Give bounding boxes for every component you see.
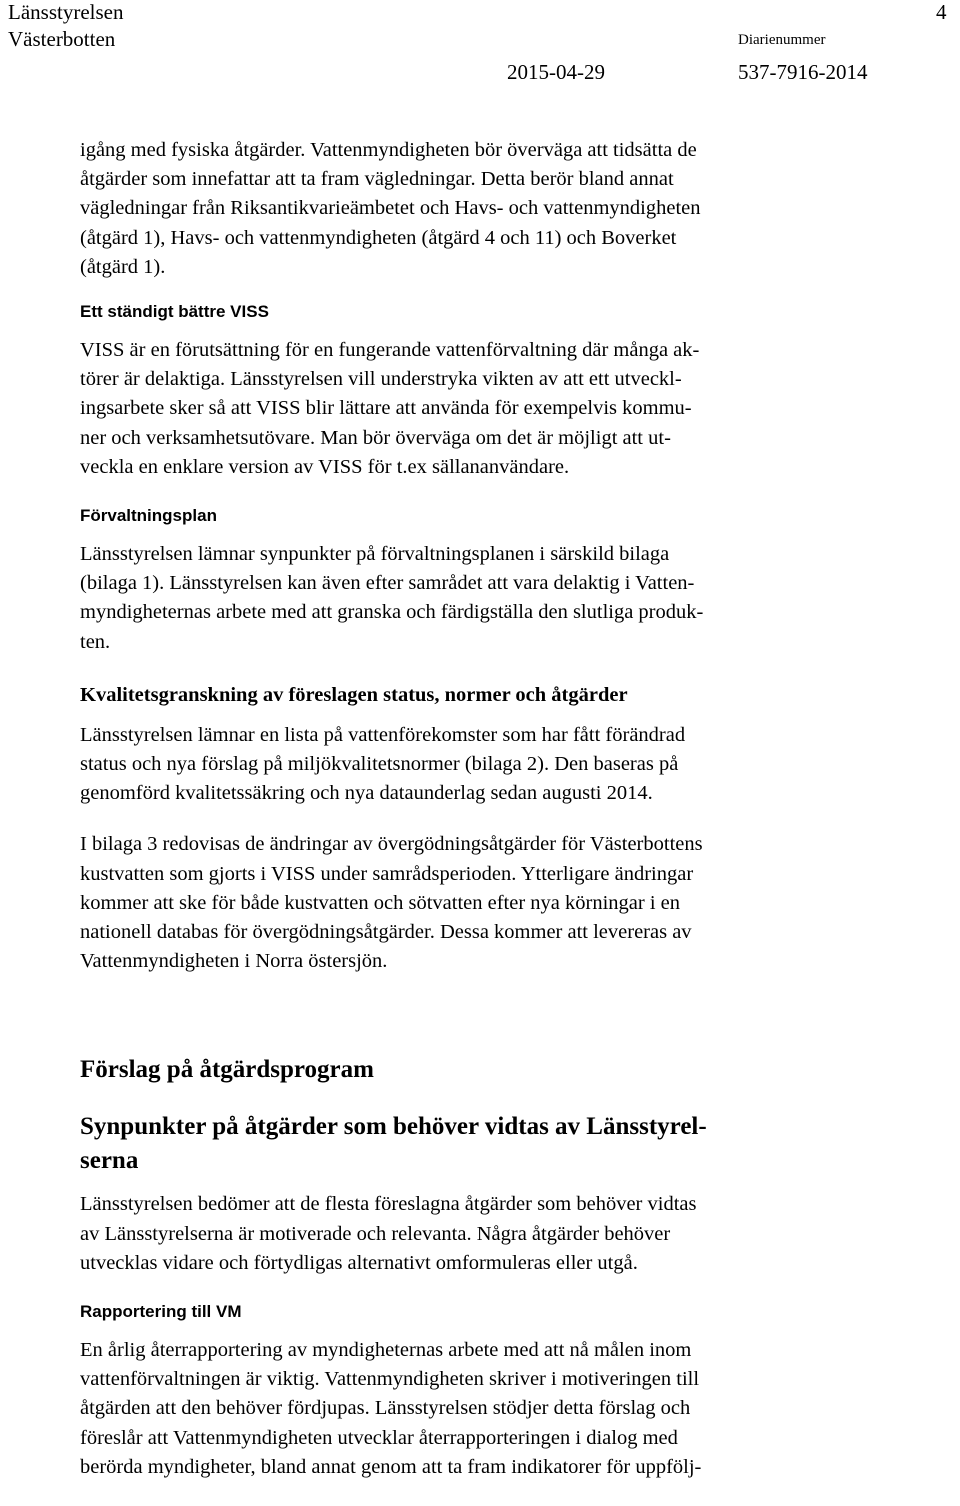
heading-line: Synpunkter på åtgärder som behöver vidtas av Länsstyrel- [80, 1113, 707, 1141]
text-line: (åtgärd 1), Havs- och vattenmyndigheten (åtgärd 4 och 11) och Boverket [80, 226, 677, 249]
text-line: åtgärden att den behöver fördjupas. Länsstyrelsen stödjer detta förslag och [80, 1397, 691, 1420]
text-line: vägledningar från Riksantikvarieämbetet och Havs- och vattenmyndigheten [80, 197, 701, 220]
synpunkter-heading [80, 1110, 880, 1178]
page-number: 4 [936, 0, 947, 24]
text-line: av Länsstyrelserna är motiverade och relevanta. Några åtgärder behöver [80, 1222, 671, 1245]
document-body [80, 136, 880, 1482]
synpunkter-paragraph [80, 1190, 880, 1278]
rapportering-heading: Rapportering till VM [80, 1302, 242, 1322]
text-line: utvecklas vidare och förtydligas alternativt omformuleras eller utgå. [80, 1251, 638, 1274]
text-line: vattenförvaltningen är viktig. Vattenmyndigheten skriver i motiveringen till [80, 1368, 700, 1391]
text-line: kommer att ske för både kustvatten och sötvatten efter nya körningar i en [80, 891, 680, 914]
header-county: Västerbotten [8, 27, 116, 51]
text-line: åtgärder som innefattar att ta fram vägledningar. Detta berör bland annat [80, 168, 674, 191]
text-line: föreslår att Vattenmyndigheten utvecklar återrapporteringen i dialog med [80, 1426, 678, 1449]
text-line: genomförd kvalitetssäkring och nya dataunderlag sedan augusti 2014. [80, 782, 653, 805]
diarienummer-label: Diarienummer [738, 32, 826, 48]
text-line: Länsstyrelsen lämnar synpunkter på förvaltningsplanen i särskild bilaga [80, 543, 670, 566]
text-line: törer är delaktiga. Länsstyrelsen vill understryka vikten av att ett utveckl- [80, 368, 682, 391]
kvalitet-paragraph [80, 721, 880, 809]
heading-line: serna [80, 1147, 139, 1175]
text-line: myndigheternas arbete med att granska och färdigställa den slutliga produk- [80, 601, 704, 624]
text-line: ten. [80, 630, 111, 653]
text-line: kustvatten som gjorts i VISS under samrådsperioden. Ytterligare ändringar [80, 862, 694, 885]
viss-heading: Ett ständigt bättre VISS [80, 302, 269, 322]
forvaltningsplan-heading: Förvaltningsplan [80, 506, 217, 526]
text-line: VISS är en förutsättning för en fungerande vattenförvaltning där många ak- [80, 339, 700, 362]
kvalitet-heading: Kvalitetsgranskning av föreslagen status, normer och åtgärder [80, 683, 628, 706]
forvaltningsplan-paragraph [80, 540, 880, 657]
text-line: (åtgärd 1). [80, 255, 166, 278]
text-line: ner och verksamhetsutövare. Man bör överväga om det är möjligt att ut- [80, 426, 671, 449]
forslag-heading: Förslag på åtgärdsprogram [80, 1056, 374, 1084]
text-line: En årlig återrapportering av myndigheternas arbete med att nå målen inom [80, 1339, 692, 1362]
text-line: ingsarbete sker så att VISS blir lättare att använda för exempelvis kommu- [80, 397, 692, 420]
header-date: 2015-04-29 [507, 60, 605, 84]
text-line: berörda myndigheter, bland annat genom att ta fram indikatorer för uppfölj- [80, 1455, 702, 1478]
text-line: status och nya förslag på miljökvalitetsnormer (bilaga 2). Den baseras på [80, 753, 679, 776]
diarienummer-value: 537-7916-2014 [738, 60, 868, 84]
text-line: Länsstyrelsen lämnar en lista på vattenförekomster som har fått förändrad [80, 723, 686, 746]
text-line: Vattenmyndigheten i Norra östersjön. [80, 950, 388, 973]
viss-paragraph [80, 336, 880, 482]
text-line: (bilaga 1). Länsstyrelsen kan även efter samrådet att vara delaktig i Vatten- [80, 572, 695, 595]
rapportering-paragraph [80, 1336, 880, 1482]
text-line: Länsstyrelsen bedömer att de flesta föreslagna åtgärder som behöver vidtas [80, 1193, 697, 1216]
bilaga3-paragraph [80, 830, 880, 976]
text-line: veckla en enklare version av VISS för t.ex sällananvändare. [80, 455, 570, 478]
text-line: I bilaga 3 redovisas de ändringar av övergödningsåtgärder för Västerbottens [80, 833, 703, 856]
header-org: Länsstyrelsen [8, 0, 124, 24]
text-line: nationell databas för övergödningsåtgärder. Dessa kommer att levereras av [80, 921, 692, 944]
text-line: igång med fysiska åtgärder. Vattenmyndigheten bör överväga att tidsätta de [80, 139, 697, 161]
intro-paragraph [80, 136, 880, 282]
